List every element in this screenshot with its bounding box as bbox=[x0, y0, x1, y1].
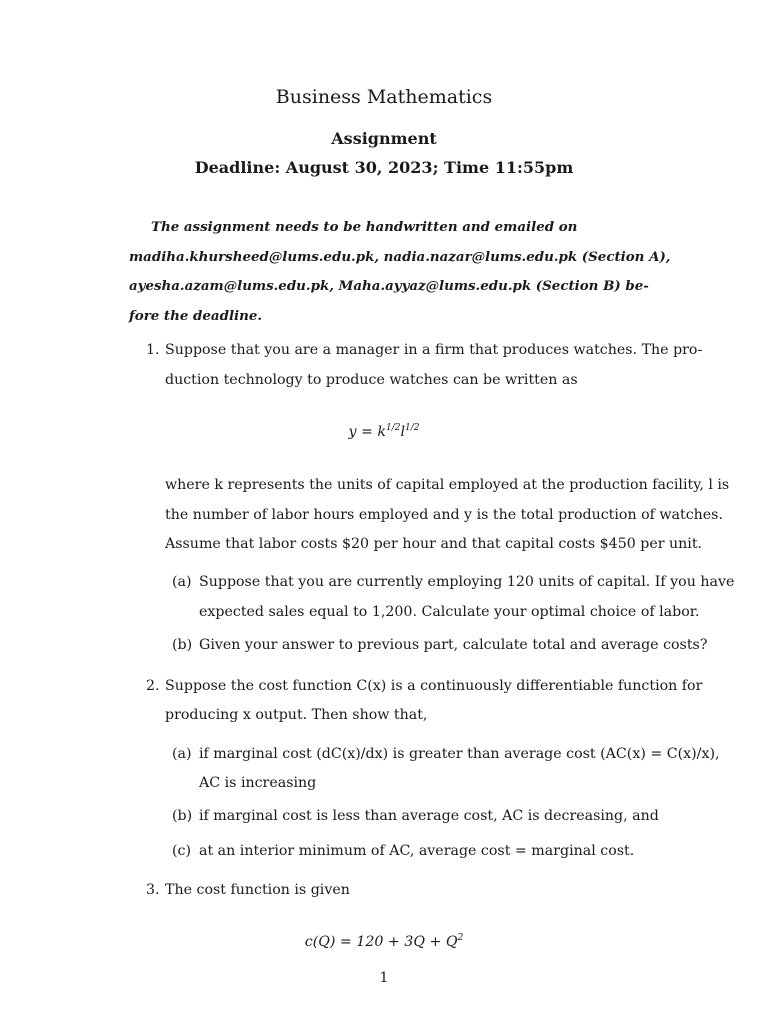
question-1a-line-2: expected sales equal to 1,200. Calculate your optimal choice of labor. bbox=[199, 604, 700, 620]
question-1a-label: (a) bbox=[172, 574, 192, 590]
page-number: 1 bbox=[379, 970, 389, 986]
question-2-line-1: Suppose the cost function C(x) is a continuously differentiable function for bbox=[165, 678, 703, 694]
question-2c-line-1: at an interior minimum of AC, average cost = marginal cost. bbox=[199, 843, 635, 859]
question-2a-line-1: if marginal cost (dC(x)/dx) is greater than average cost (AC(x) = C(x)/x), bbox=[199, 746, 720, 762]
question-2b-label: (b) bbox=[172, 808, 193, 824]
question-1-line-3: where k represents the units of capital employed at the production facility, l is bbox=[165, 477, 730, 493]
question-1b-label: (b) bbox=[172, 637, 193, 653]
document-subtitle: Assignment bbox=[331, 129, 437, 148]
question-2c-label: (c) bbox=[172, 843, 192, 859]
notice-line-2: madiha.khursheed@lums.edu.pk, nadia.nazar@lums.edu.pk (Section A), bbox=[129, 248, 671, 265]
question-2a-label: (a) bbox=[172, 746, 192, 762]
question-2b-line-1: if marginal cost is less than average cost, AC is decreasing, and bbox=[199, 808, 659, 824]
cost-function-equation: $c(Q) = 120 + 3Q + Q^2$ bbox=[304, 933, 464, 950]
submission-notice bbox=[129, 213, 678, 331]
production-function-equation: $y = k^{1/2}l^{1/2}$ bbox=[348, 423, 420, 440]
question-3-number: 3. bbox=[146, 882, 160, 898]
question-2-line-2: producing x output. Then show that, bbox=[165, 707, 428, 723]
question-1-number: 1. bbox=[146, 342, 160, 358]
question-1-line-1: Suppose that you are a manager in a firm that produces watches. The pro- bbox=[165, 342, 703, 358]
question-1b-line-1: Given your answer to previous part, calculate total and average costs? bbox=[199, 637, 708, 653]
document-title: Business Mathematics bbox=[275, 86, 493, 108]
question-1-line-2: duction technology to produce watches can be written as bbox=[165, 372, 578, 388]
question-1a-line-1: Suppose that you are currently employing 120 units of capital. If you have bbox=[199, 574, 735, 590]
notice-line-4: fore the deadline. bbox=[129, 307, 263, 324]
question-2-number: 2. bbox=[146, 678, 160, 694]
question-2a-line-2: AC is increasing bbox=[199, 775, 317, 791]
question-1-line-5: Assume that labor costs $20 per hour and that capital costs $450 per unit. bbox=[165, 536, 703, 552]
question-1-line-4: the number of labor hours employed and y is the total production of watches. bbox=[165, 507, 723, 523]
notice-line-1: The assignment needs to be handwritten and emailed on bbox=[151, 219, 578, 235]
deadline-line: Deadline: August 30, 2023; Time 11:55pm bbox=[194, 158, 574, 177]
question-3-line-1: The cost function is given bbox=[165, 882, 350, 898]
notice-line-3: ayesha.azam@lums.edu.pk, Maha.ayyaz@lums.edu.pk (Section B) be- bbox=[129, 278, 649, 294]
